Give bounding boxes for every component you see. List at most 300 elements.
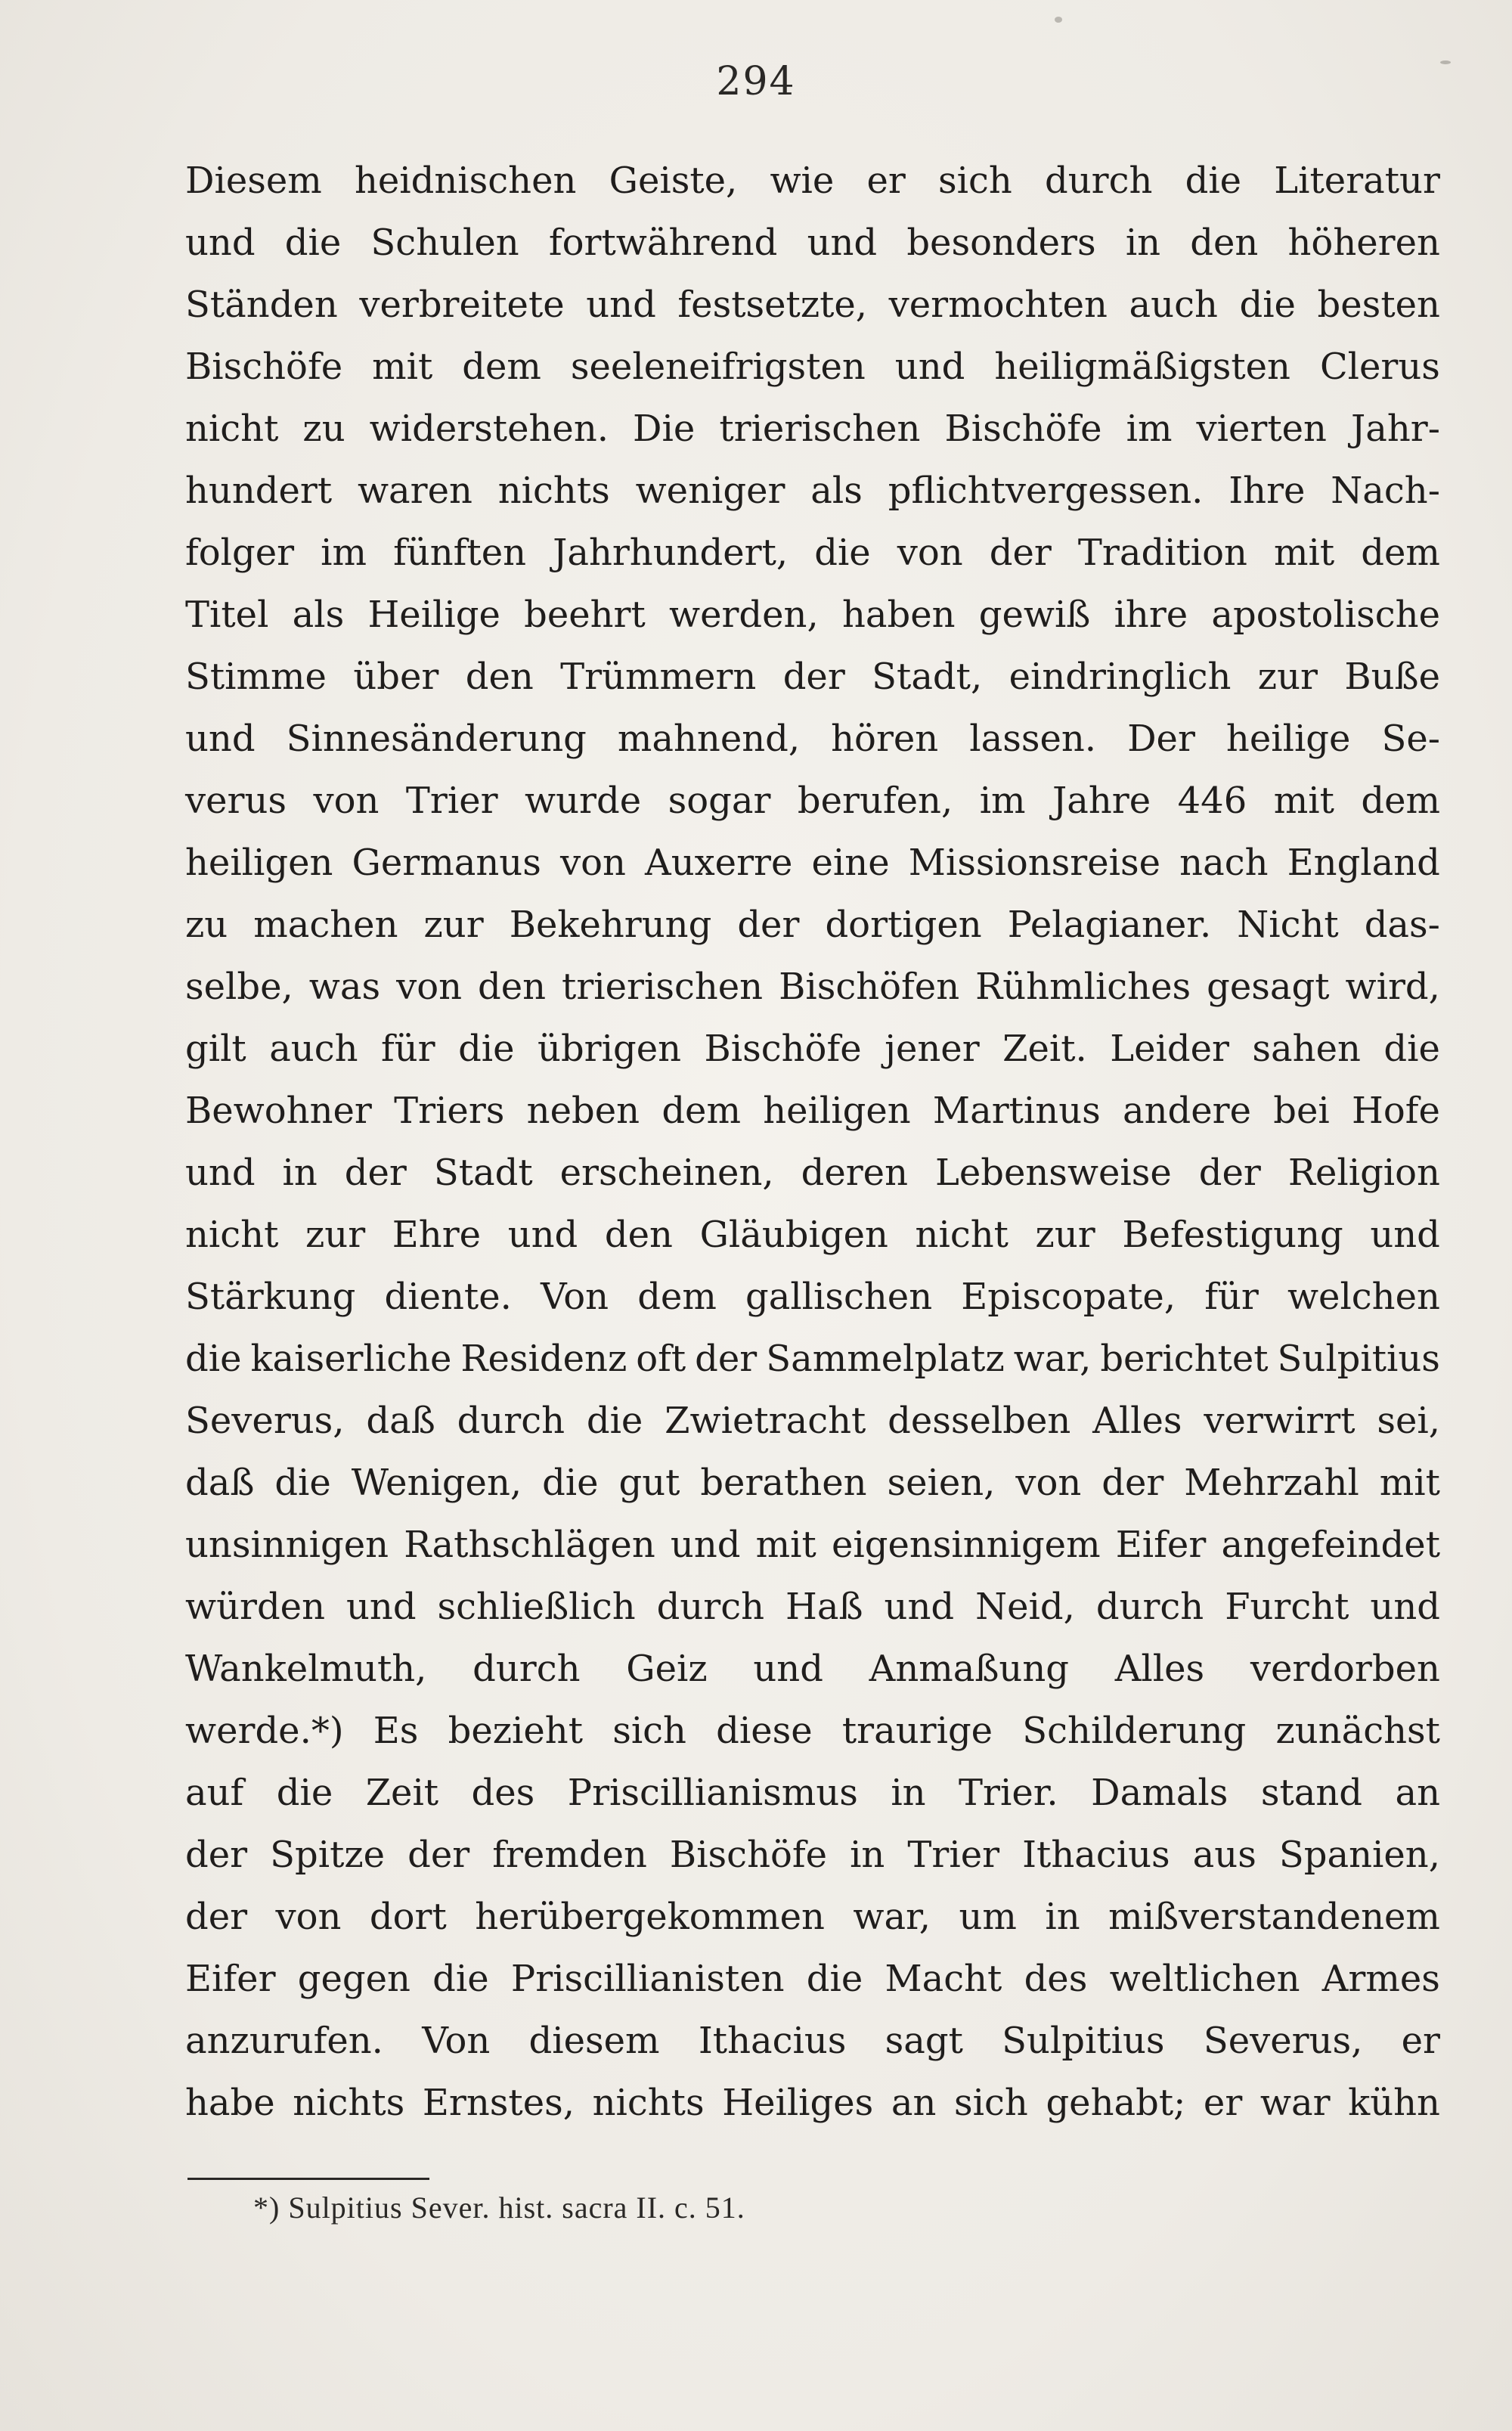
word: in xyxy=(1125,222,1161,264)
word: vierten xyxy=(1196,408,1327,450)
word: die xyxy=(542,1462,599,1504)
word: selbe, xyxy=(185,966,293,1008)
word: mißverstandenem xyxy=(1108,1896,1440,1938)
word: Pelagianer. xyxy=(1007,904,1212,946)
word: Sinnesänderung xyxy=(286,718,587,760)
word: werde.*) xyxy=(185,1710,344,1752)
word: Schulen xyxy=(370,222,519,264)
word: Ernstes, xyxy=(422,2082,575,2124)
word: und xyxy=(185,1152,256,1194)
text-line xyxy=(185,1390,1440,1452)
word: Bischöfen xyxy=(779,966,960,1008)
word: Zwietracht xyxy=(665,1400,866,1442)
word: sich xyxy=(938,160,1012,202)
word: neben xyxy=(526,1090,640,1132)
word: den xyxy=(604,1214,673,1256)
word: im xyxy=(321,532,367,574)
word: durch xyxy=(1095,1586,1204,1628)
word: das- xyxy=(1364,904,1440,946)
word: des xyxy=(471,1772,535,1814)
word: dem xyxy=(1361,780,1440,822)
word: besten xyxy=(1317,284,1440,326)
word: durch xyxy=(457,1400,565,1442)
word: Germanus xyxy=(352,842,541,884)
word: Bischöfe xyxy=(944,408,1102,450)
word: der xyxy=(407,1834,470,1876)
word: die xyxy=(276,1772,333,1814)
word: Lebensweise xyxy=(934,1152,1172,1194)
word: über xyxy=(353,656,439,698)
word: heilige xyxy=(1225,718,1351,760)
word: Jahr- xyxy=(1351,408,1440,450)
word: er xyxy=(866,160,906,202)
word: gallischen xyxy=(745,1276,933,1318)
ink-speck xyxy=(1440,60,1451,64)
word: durch xyxy=(1045,160,1153,202)
word: Missionsreise xyxy=(908,842,1161,884)
text-line xyxy=(185,956,1440,1018)
word: kühn xyxy=(1348,2082,1440,2124)
word: die xyxy=(1185,160,1242,202)
word: nichts xyxy=(293,2082,405,2124)
word: in xyxy=(891,1772,926,1814)
word: gegen xyxy=(297,1958,411,2000)
word: weltlichen xyxy=(1109,1958,1300,2000)
text-line xyxy=(185,398,1440,460)
word: Stadt, xyxy=(872,656,983,698)
word: Armes xyxy=(1321,1958,1440,2000)
word: diente. xyxy=(384,1276,512,1318)
word: in xyxy=(1045,1896,1080,1938)
word: die xyxy=(806,1958,863,2000)
word: Buße xyxy=(1344,656,1440,698)
word: Bischöfe xyxy=(704,1028,862,1070)
word: gehabt; xyxy=(1046,2082,1186,2124)
text-line xyxy=(185,336,1440,398)
word: verbreitete xyxy=(359,284,565,326)
word: waren xyxy=(357,470,472,512)
word: Schilderung xyxy=(1022,1710,1247,1752)
word: in xyxy=(850,1834,885,1876)
word: der xyxy=(1198,1152,1261,1194)
word: Es xyxy=(373,1710,419,1752)
word: sagt xyxy=(885,2020,963,2062)
word: die xyxy=(814,532,871,574)
word: von xyxy=(897,532,963,574)
word: vermochten xyxy=(888,284,1108,326)
word: trierischen xyxy=(562,966,764,1008)
word: zu xyxy=(302,408,345,450)
word: pflichtvergessen. xyxy=(888,470,1204,512)
word: 446 xyxy=(1177,780,1247,822)
word: was xyxy=(308,966,381,1008)
word: verus xyxy=(185,780,287,822)
footnote: *) Sulpitius Sever. hist. sacra II. c. 51. xyxy=(253,2191,745,2225)
word: Nach- xyxy=(1331,470,1440,512)
word: mit xyxy=(372,346,433,388)
word: Religion xyxy=(1287,1152,1440,1194)
word: aus xyxy=(1192,1834,1256,1876)
word: Triers xyxy=(394,1090,505,1132)
word: haben xyxy=(841,594,956,636)
footnote-divider xyxy=(187,2178,429,2180)
word: diesem xyxy=(528,2020,660,2062)
word: Titel xyxy=(185,594,269,636)
word: Spanien, xyxy=(1278,1834,1440,1876)
word: Diesem xyxy=(185,160,322,202)
word: mit xyxy=(755,1524,816,1566)
word: im xyxy=(979,780,1026,822)
word: war, xyxy=(853,1896,931,1938)
word: Trier. xyxy=(959,1772,1058,1814)
word: der xyxy=(737,904,800,946)
word: Ständen xyxy=(185,284,338,326)
word: der xyxy=(782,656,845,698)
word: heiligen xyxy=(185,842,333,884)
word: und xyxy=(185,222,256,264)
word: Wenigen, xyxy=(351,1462,522,1504)
word: Stadt xyxy=(433,1152,533,1194)
word: gut xyxy=(618,1462,680,1504)
word: würden xyxy=(185,1586,325,1628)
word: werden, xyxy=(668,594,819,636)
word: Bischöfe xyxy=(185,346,343,388)
word: desselben xyxy=(888,1400,1071,1442)
word: stand xyxy=(1260,1772,1362,1814)
word: welchen xyxy=(1287,1276,1440,1318)
word: Spitze xyxy=(270,1834,386,1876)
word: Jahre xyxy=(1052,780,1151,822)
word: war xyxy=(1259,2082,1331,2124)
word: die xyxy=(458,1028,515,1070)
word: herübergekommen xyxy=(475,1896,825,1938)
word: mit xyxy=(1379,1462,1440,1504)
word: fortwährend xyxy=(548,222,778,264)
word: von xyxy=(396,966,463,1008)
word: bei xyxy=(1273,1090,1330,1132)
text-line xyxy=(185,274,1440,336)
word: Trier xyxy=(405,780,498,822)
word: widerstehen. xyxy=(369,408,609,450)
word: als xyxy=(292,594,345,636)
word: der xyxy=(989,532,1052,574)
word: eine xyxy=(811,842,890,884)
word: habe xyxy=(185,2082,275,2124)
text-line xyxy=(185,1700,1440,1762)
word: seien, xyxy=(887,1462,996,1504)
text-line xyxy=(185,1514,1440,1576)
text-line xyxy=(185,1266,1440,1328)
word: Auxerre xyxy=(645,842,793,884)
word: Severus, xyxy=(1203,2020,1363,2062)
word: hundert xyxy=(185,470,333,512)
word: Trümmern xyxy=(560,656,757,698)
word: übrigen xyxy=(538,1028,682,1070)
word: schließlich xyxy=(437,1586,636,1628)
word: sei, xyxy=(1377,1400,1440,1442)
word: diese xyxy=(716,1710,813,1752)
word: zur xyxy=(1035,1214,1095,1256)
word: Bekehrung xyxy=(509,904,712,946)
word: sogar xyxy=(668,780,771,822)
text-line xyxy=(185,708,1440,770)
word: England xyxy=(1287,842,1440,884)
word: apostolische xyxy=(1211,594,1440,636)
word: Die xyxy=(633,408,696,450)
word: der xyxy=(695,1338,758,1380)
word: er xyxy=(1401,2020,1440,2062)
text-line xyxy=(185,1452,1440,1514)
word: Von xyxy=(422,2020,491,2062)
word: Heiliges xyxy=(722,2082,874,2124)
word: mit xyxy=(1273,780,1334,822)
text-line xyxy=(185,770,1440,832)
text-line xyxy=(185,1142,1440,1204)
word: weniger xyxy=(635,470,785,512)
word: erscheinen, xyxy=(559,1152,774,1194)
word: Zeit xyxy=(365,1772,439,1814)
word: mit xyxy=(1274,532,1335,574)
word: durch xyxy=(656,1586,765,1628)
text-line xyxy=(185,1204,1440,1266)
word: und xyxy=(884,1586,955,1628)
word: Priscillianismus xyxy=(567,1772,858,1814)
word: um xyxy=(959,1896,1017,1938)
word: Wankelmuth, xyxy=(185,1648,427,1690)
word: wurde xyxy=(525,780,642,822)
word: Hofe xyxy=(1352,1090,1440,1132)
word: war, xyxy=(1013,1338,1092,1380)
word: Se- xyxy=(1381,718,1440,760)
word: trierischen xyxy=(719,408,921,450)
word: eigensinnigem xyxy=(831,1524,1101,1566)
word: der xyxy=(344,1152,407,1194)
text-line xyxy=(185,1948,1440,2010)
word: Macht xyxy=(885,1958,1002,2000)
text-line xyxy=(185,1080,1440,1142)
word: Sulpitius xyxy=(1002,2020,1165,2062)
word: Ihre xyxy=(1228,470,1306,512)
text-line xyxy=(185,522,1440,584)
word: beehrt xyxy=(524,594,646,636)
word: Mehrzahl xyxy=(1184,1462,1359,1504)
word: besonders xyxy=(906,222,1096,264)
word: von xyxy=(559,842,626,884)
word: dort xyxy=(369,1896,447,1938)
word: Ehre xyxy=(392,1214,482,1256)
word: heiligen xyxy=(763,1090,911,1132)
word: gesagt xyxy=(1207,966,1330,1008)
word: jener xyxy=(885,1028,980,1070)
word: die xyxy=(284,222,342,264)
word: kaiserliche xyxy=(250,1338,452,1380)
text-line xyxy=(185,212,1440,274)
word: die xyxy=(1383,1028,1440,1070)
text-line xyxy=(185,460,1440,522)
text-line xyxy=(185,646,1440,708)
word: wie xyxy=(770,160,835,202)
word: folger xyxy=(185,532,295,574)
text-line xyxy=(185,1328,1440,1390)
body-text xyxy=(185,150,1440,2134)
word: Eifer xyxy=(185,1958,276,2000)
word: daß xyxy=(366,1400,435,1442)
word: und xyxy=(345,1586,417,1628)
word: mahnend, xyxy=(617,718,801,760)
word: Leider xyxy=(1110,1028,1229,1070)
word: zur xyxy=(305,1214,366,1256)
word: Sammelplatz xyxy=(766,1338,1005,1380)
word: nicht xyxy=(915,1214,1009,1256)
word: Severus, xyxy=(185,1400,345,1442)
word: Alles xyxy=(1092,1400,1182,1442)
word: nach xyxy=(1179,842,1269,884)
word: fremden xyxy=(492,1834,647,1876)
word: Literatur xyxy=(1274,160,1440,202)
word: sich xyxy=(612,1710,686,1752)
text-line xyxy=(185,894,1440,956)
text-line xyxy=(185,2072,1440,2134)
word: den xyxy=(1190,222,1259,264)
word: oft xyxy=(636,1338,686,1380)
word: zur xyxy=(1257,656,1318,698)
word: Von xyxy=(540,1276,609,1318)
ink-speck xyxy=(1055,17,1062,23)
text-line xyxy=(185,1638,1440,1700)
word: dem xyxy=(1361,532,1440,574)
text-line xyxy=(185,1824,1440,1886)
word: gilt xyxy=(185,1028,246,1070)
word: die xyxy=(185,1338,242,1380)
word: Priscillianisten xyxy=(510,1958,785,2000)
word: an xyxy=(1395,1772,1440,1814)
word: Eifer xyxy=(1115,1524,1207,1566)
word: Haß xyxy=(785,1586,863,1628)
word: Episcopate, xyxy=(961,1276,1176,1318)
word: daß xyxy=(185,1462,255,1504)
word: lassen. xyxy=(969,718,1097,760)
text-line xyxy=(185,1762,1440,1824)
word: der xyxy=(1101,1462,1164,1504)
word: von xyxy=(275,1896,342,1938)
word: für xyxy=(1204,1276,1259,1318)
word: nicht xyxy=(185,1214,279,1256)
word: dem xyxy=(662,1090,741,1132)
word: auch xyxy=(269,1028,358,1070)
page-number: 294 xyxy=(716,59,796,104)
word: auf xyxy=(185,1772,244,1814)
text-line xyxy=(185,832,1440,894)
text-line xyxy=(185,1886,1440,1948)
word: er xyxy=(1203,2082,1243,2124)
word: zu xyxy=(185,904,228,946)
word: andere xyxy=(1123,1090,1252,1132)
word: angefeindet xyxy=(1221,1524,1440,1566)
word: festsetzte, xyxy=(677,284,868,326)
word: der xyxy=(185,1834,248,1876)
word: Gläubigen xyxy=(699,1214,888,1256)
word: verdorben xyxy=(1250,1648,1440,1690)
word: auch xyxy=(1129,284,1218,326)
word: Alles xyxy=(1114,1648,1205,1690)
word: nicht xyxy=(185,408,279,450)
word: wird, xyxy=(1345,966,1440,1008)
word: nichts xyxy=(592,2082,705,2124)
word: Clerus xyxy=(1319,346,1440,388)
word: die xyxy=(586,1400,643,1442)
word: durch xyxy=(472,1648,581,1690)
word: Tradition xyxy=(1077,532,1247,574)
word: sich xyxy=(954,2082,1028,2124)
word: Nicht xyxy=(1237,904,1339,946)
word: die xyxy=(274,1462,331,1504)
word: Ithacius xyxy=(698,2020,847,2062)
word: eindringlich xyxy=(1009,656,1232,698)
word: und xyxy=(894,346,965,388)
word: von xyxy=(1015,1462,1082,1504)
word: machen xyxy=(253,904,398,946)
word: und xyxy=(1370,1214,1440,1256)
word: die xyxy=(432,1958,489,2000)
word: an xyxy=(891,2082,937,2124)
word: die xyxy=(1239,284,1296,326)
word: der xyxy=(185,1896,248,1938)
word: bezieht xyxy=(448,1710,583,1752)
word: Martinus xyxy=(932,1090,1101,1132)
word: verwirrt xyxy=(1204,1400,1356,1442)
word: als xyxy=(810,470,863,512)
word: anzurufen. xyxy=(185,2020,383,2062)
word: und xyxy=(670,1524,741,1566)
word: Der xyxy=(1127,718,1195,760)
word: unsinnigen xyxy=(185,1524,389,1566)
word: berathen xyxy=(700,1462,867,1504)
text-line xyxy=(185,150,1440,212)
word: dortigen xyxy=(825,904,982,946)
word: traurige xyxy=(841,1710,993,1752)
word: nichts xyxy=(497,470,610,512)
text-line xyxy=(185,1576,1440,1638)
word: seeleneifrigsten xyxy=(570,346,866,388)
word: Trier xyxy=(907,1834,1000,1876)
word: berichtet xyxy=(1100,1338,1269,1380)
word: sahen xyxy=(1252,1028,1361,1070)
word: Stärkung xyxy=(185,1276,356,1318)
word: Bewohner xyxy=(185,1090,372,1132)
word: Damals xyxy=(1091,1772,1228,1814)
word: dem xyxy=(462,346,541,388)
word: und xyxy=(507,1214,578,1256)
word: heidnischen xyxy=(354,160,577,202)
word: des xyxy=(1024,1958,1088,2000)
word: Jahrhundert, xyxy=(553,532,789,574)
word: berufen, xyxy=(797,780,953,822)
word: deren xyxy=(801,1152,908,1194)
word: dem xyxy=(637,1276,717,1318)
word: und xyxy=(807,222,878,264)
word: von xyxy=(313,780,380,822)
word: und xyxy=(753,1648,823,1690)
word: und xyxy=(586,284,656,326)
word: Heilige xyxy=(367,594,500,636)
word: Anmaßung xyxy=(869,1648,1069,1690)
word: Geiste, xyxy=(609,160,738,202)
word: heiligmäßigsten xyxy=(994,346,1290,388)
word: Stimme xyxy=(185,656,327,698)
word: Befestigung xyxy=(1122,1214,1343,1256)
word: Rühmliches xyxy=(975,966,1191,1008)
word: den xyxy=(478,966,547,1008)
